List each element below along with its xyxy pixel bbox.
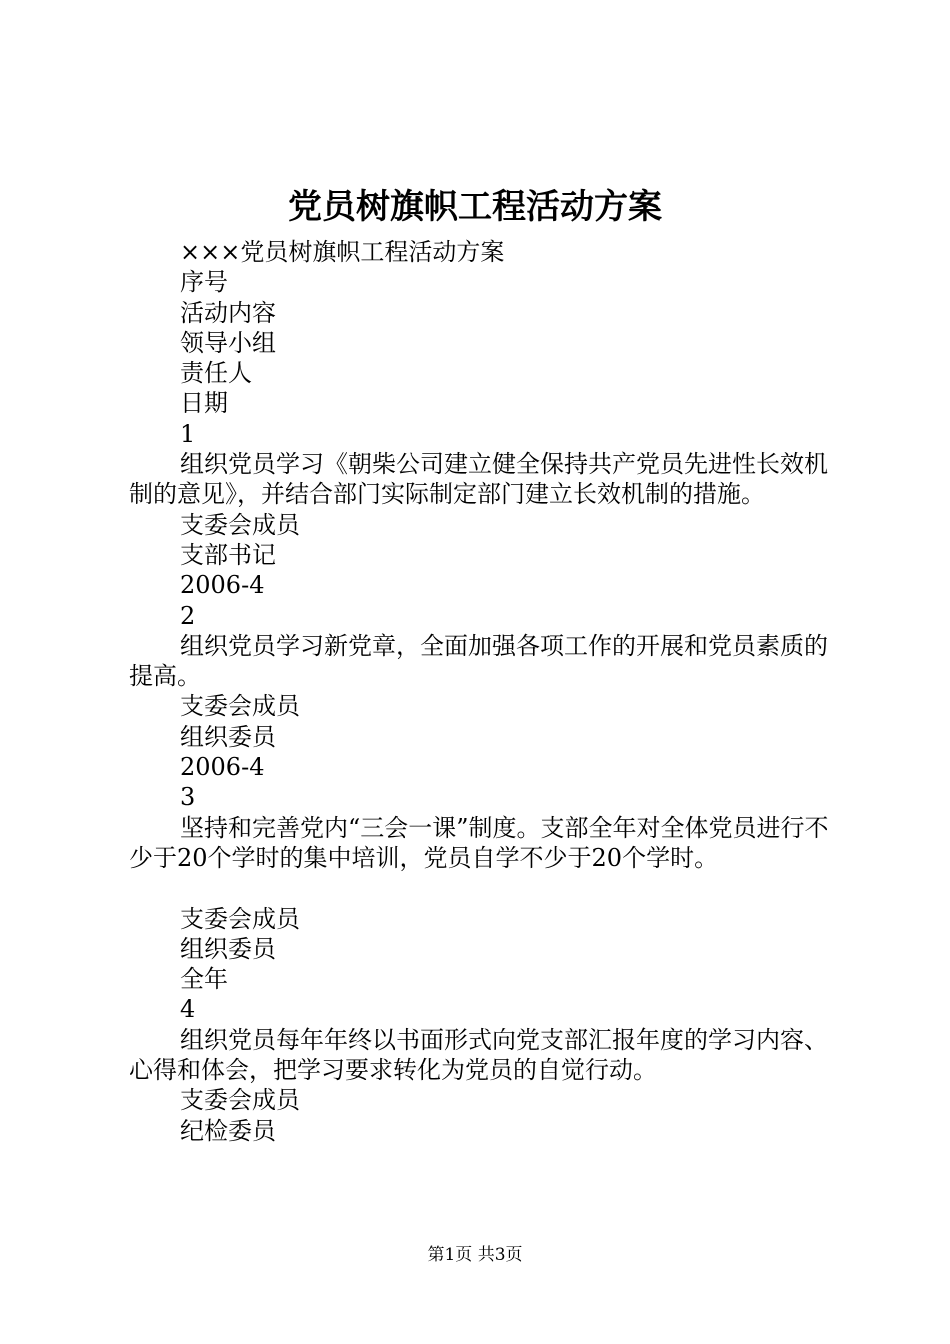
row-person: 支部书记	[180, 540, 276, 569]
row-person: 组织委员	[180, 722, 276, 751]
page-footer: 第1页 共3页	[427, 1245, 523, 1265]
row-date: 2006-4	[180, 753, 265, 782]
header-cell-date: 日期	[180, 389, 228, 418]
header-cell-activity: 活动内容	[180, 298, 276, 327]
row-person: 组织委员	[180, 934, 276, 963]
blank-line	[129, 873, 829, 903]
row-group: 支委会成员	[180, 510, 300, 539]
row-number: 1	[180, 419, 196, 448]
row-content: 坚持和完善党内“三会一课”制度。支部全年对全体党员进行不少于20个学时的集中培训，党员自学不少于20个学时。	[129, 813, 829, 872]
row-content: 组织党员学习新党章，全面加强各项工作的开展和党员素质的提高。	[129, 631, 828, 691]
header-cell-leading-group: 领导小组	[180, 328, 276, 357]
row-number: 4	[180, 995, 196, 1024]
row-date: 全年	[180, 965, 228, 994]
row-content: 组织党员每年年终以书面形式向党支部汇报年度的学习内容、心得和体会，把学习要求转化为党员的自觉行动。	[129, 1025, 828, 1085]
header-cell-number: 序号	[180, 268, 228, 297]
row-group: 支委会成员	[180, 1086, 300, 1115]
document-body	[129, 237, 829, 1146]
document-title: 党员树旗帜工程活动方案	[288, 187, 662, 227]
header-cell-responsible: 责任人	[180, 359, 252, 388]
row-group: 支委会成员	[180, 692, 300, 721]
row-group: 支委会成员	[180, 904, 300, 933]
row-person: 纪检委员	[180, 1116, 276, 1145]
row-number: 2	[180, 601, 196, 630]
document-subtitle: ×××党员树旗帜工程活动方案	[180, 238, 505, 266]
row-date: 2006-4	[180, 571, 265, 600]
row-number: 3	[180, 783, 196, 812]
row-content: 组织党员学习《朝柴公司建立健全保持共产党员先进性长效机制的意见》，并结合部门实际制定部门建立长效机制的措施。	[129, 450, 828, 509]
